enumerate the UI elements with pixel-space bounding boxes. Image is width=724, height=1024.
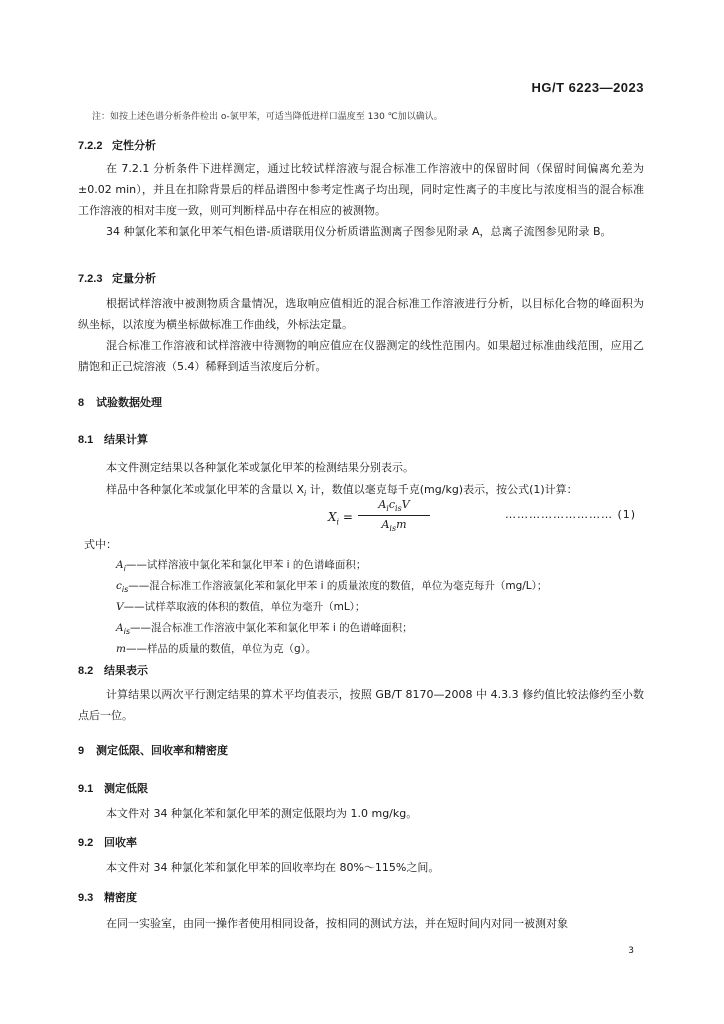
fraction-bar — [358, 515, 430, 516]
detection-limit-line: 本文件对 34 种氯化苯和氯化甲苯的测定低限均为 1.0 mg/kg。 — [106, 807, 418, 820]
heading-title: 定性分析 — [112, 139, 156, 152]
heading-number: 9.1 — [78, 783, 94, 795]
formula-denominator: $A_{is}m$ — [381, 518, 407, 534]
paragraph-qualitative-1: 在 7.2.1 分析条件下进样测定，通过比较试样溶液与混合标准工作溶液中的保留时间（保留时间偏离允差为±0.02 min），并且在扣除背景后的样品谱图中参考定性离子均出现，同时定性离子的丰度比与浓度相当的混合标准工作溶液的相对丰度一致，则可判断样品中存在相应的被测物。 — [78, 162, 644, 217]
definition-item: m——样品的质量的数值，单位为克（g）。 — [116, 643, 317, 655]
heading-title: 定量分析 — [112, 272, 156, 285]
formula-lhs: $X_i$ = — [328, 510, 353, 527]
heading-title: 试验数据处理 — [96, 396, 162, 409]
paragraph-qualitative-2: 34 种氯化苯和氯化甲苯气相色谱-质谱联用仪分析质谱监测离子图参见附录 A，总离子流图参见附录 B。 — [106, 225, 612, 238]
formula-intro-rest: 计，数值以毫克每千克(mg/kg)表示，按公式(1)计算： — [306, 483, 578, 496]
paragraph-quantitative-1: 根据试样溶液中被测物质含量情况，选取响应值相近的混合标准工作溶液进行分析，以目标化合物的峰面积为纵坐标，以浓度为横坐标做标准工作曲线，外标法定量。 — [78, 297, 644, 331]
results-intro-line: 本文件测定结果以各种氯化苯或氯化甲苯的检测结果分别表示。 — [106, 461, 414, 474]
equation-number: ……………………… (1) — [505, 508, 637, 521]
heading-number: 8.2 — [78, 665, 94, 677]
formula-intro-sub: i — [304, 489, 307, 499]
heading-number: 9 — [78, 745, 85, 757]
heading-title: 精密度 — [104, 891, 137, 904]
definition-item: $A_i——$试样溶液中氯化苯和氯化甲苯 i 的色谱峰面积； — [116, 559, 367, 574]
heading-number: 8 — [78, 397, 85, 409]
formula-intro-line — [106, 481, 578, 498]
page-number: 3 — [628, 946, 634, 956]
heading-number: 7.2.3 — [78, 273, 103, 285]
heading-8 — [78, 394, 162, 410]
note: 注：如按上述色谱分析条件检出 o-氯甲苯，可适当降低进样口温度至 130 ℃加以确认。 — [92, 112, 443, 122]
heading-title: 结果表示 — [104, 664, 148, 677]
heading-title: 测定低限 — [104, 782, 148, 795]
heading-number: 7.2.2 — [78, 140, 103, 152]
standard-number: HG/T 6223—2023 — [531, 80, 644, 95]
heading-title: 回收率 — [104, 836, 137, 849]
heading-number: 8.1 — [78, 434, 94, 446]
heading-7-2-3 — [78, 270, 156, 286]
heading-8-1 — [78, 431, 148, 447]
formula-fraction — [358, 498, 430, 533]
definition-item: $A_{is}——$混合标准工作溶液中氯化苯和氯化甲苯 i 的色谱峰面积； — [116, 622, 413, 637]
heading-9 — [78, 742, 228, 758]
formula-1 — [328, 498, 438, 538]
heading-7-2-2 — [78, 137, 156, 153]
heading-9-1 — [78, 780, 148, 796]
definition-item: $c_{is}——$混合标准工作溶液氯化苯和氯化甲苯 i 的质量浓度的数值，单位为毫克每升（mg/L）； — [116, 580, 548, 595]
heading-9-2 — [78, 834, 137, 850]
heading-title: 结果计算 — [104, 433, 148, 446]
formula-numerator: $A_ic_{is}V$ — [378, 498, 410, 514]
formula-intro-text: 样品中各种氯化苯或氯化甲苯的含量以 X — [106, 483, 305, 496]
paragraph-result-expression: 计算结果以两次平行测定结果的算术平均值表示，按照 GB/T 8170—2008 中 4.3.3 修约值比较法修约至小数点后一位。 — [78, 688, 644, 722]
heading-8-2 — [78, 662, 148, 678]
heading-number: 9.2 — [78, 837, 94, 849]
heading-9-3 — [78, 889, 137, 905]
heading-title: 测定低限、回收率和精密度 — [96, 744, 228, 757]
heading-number: 9.3 — [78, 892, 94, 904]
recovery-line: 本文件对 34 种氯化苯和氯化甲苯的回收率均在 80%～115%之间。 — [106, 861, 440, 874]
precision-line: 在同一实验室，由同一操作者使用相同设备，按相同的测试方法，并在短时间内对同一被测对象 — [106, 917, 568, 930]
definition-item: V——试样萃取液的体积的数值，单位为毫升（mL）； — [116, 601, 366, 613]
where-label: 式中： — [84, 538, 117, 551]
paragraph-quantitative-2: 混合标准工作溶液和试样溶液中待测物的响应值应在仪器测定的线性范围内。如果超过标准曲线范围，应用乙腈饱和正己烷溶液（5.4）稀释到适当浓度后分析。 — [78, 339, 644, 373]
